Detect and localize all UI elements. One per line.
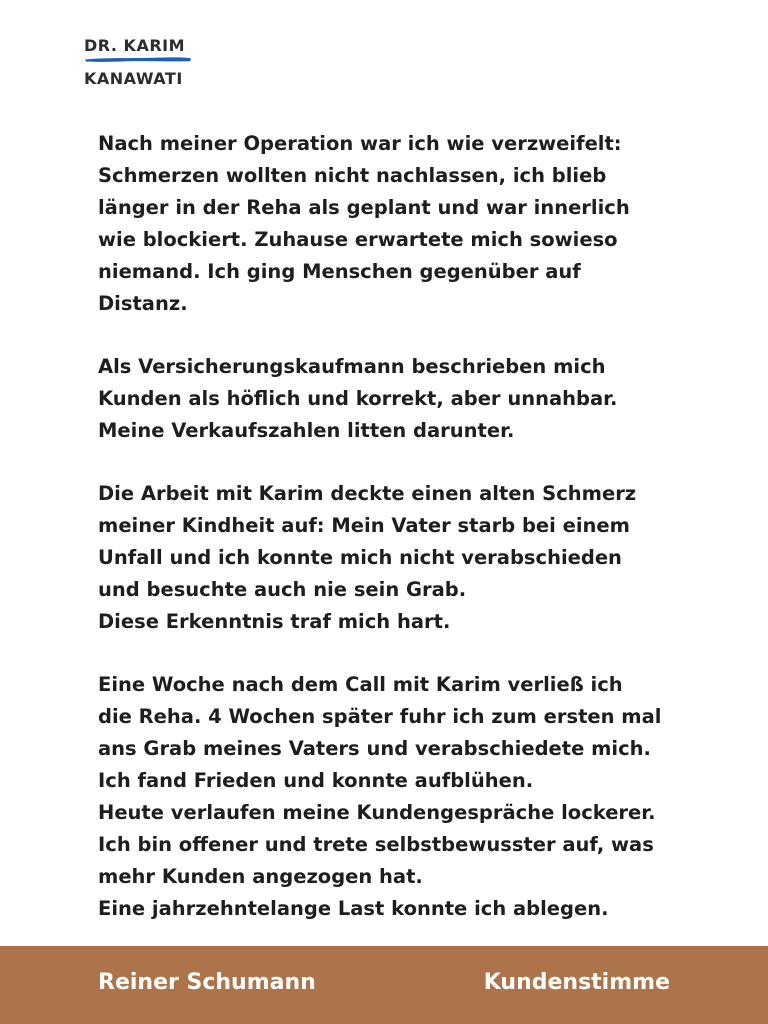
text-line: Distanz. xyxy=(98,292,188,315)
text-line: die Reha. 4 Wochen später fuhr ich zum ersten mal xyxy=(98,705,662,728)
text-line: wie blockiert. Zuhause erwartete mich sowieso xyxy=(98,228,618,251)
testimonial-paragraph xyxy=(98,128,698,320)
text-line: Ich bin offener und trete selbstbewusster auf, was xyxy=(98,833,654,856)
testimonial-text xyxy=(98,128,698,956)
text-line: Diese Erkenntnis traf mich hart. xyxy=(98,610,451,633)
testimonial-paragraph xyxy=(98,351,698,447)
text-line: Die Arbeit mit Karim deckte einen alten Schmerz xyxy=(98,482,637,505)
testimonial-label: Kundenstimme xyxy=(483,970,670,995)
text-line: länger in der Reha als geplant und war innerlich xyxy=(98,196,630,219)
text-line: Nach meiner Operation war ich wie verzweifelt: xyxy=(98,132,622,155)
text-line: Meine Verkaufszahlen litten darunter. xyxy=(98,419,515,442)
text-line: Eine Woche nach dem Call mit Karim verließ ich xyxy=(98,673,623,696)
logo-name-line1: DR. KARIM xyxy=(84,36,186,55)
footer-bar xyxy=(0,946,768,1024)
author-name: Reiner Schumann xyxy=(98,970,316,995)
text-line: mehr Kunden angezogen hat. xyxy=(98,865,423,888)
brand-logo xyxy=(84,36,204,89)
text-line: meiner Kindheit auf: Mein Vater starb bei einem xyxy=(98,514,630,537)
testimonial-paragraph xyxy=(98,669,698,925)
testimonial-paragraph xyxy=(98,478,698,638)
text-line: Ich fand Frieden und konnte aufblühen. xyxy=(98,769,534,792)
text-line: niemand. Ich ging Menschen gegenüber auf xyxy=(98,260,581,283)
text-line: und besuchte auch nie sein Grab. xyxy=(98,578,467,601)
text-line: Heute verlaufen meine Kundengespräche lockerer. xyxy=(98,801,656,824)
text-line: Schmerzen wollten nicht nachlassen, ich blieb xyxy=(98,164,607,187)
text-line: Unfall und ich konnte mich nicht verabschieden xyxy=(98,546,622,569)
text-line: Kunden als höflich und korrekt, aber unnahbar. xyxy=(98,387,618,410)
text-line: Eine jahrzehntelange Last konnte ich ablegen. xyxy=(98,897,609,920)
logo-brush-stroke-icon xyxy=(84,55,192,63)
logo-name-line2: KANAWATI xyxy=(84,69,183,88)
text-line: ans Grab meines Vaters und verabschiedete mich. xyxy=(98,737,651,760)
text-line: Als Versicherungskaufmann beschrieben mich xyxy=(98,355,606,378)
